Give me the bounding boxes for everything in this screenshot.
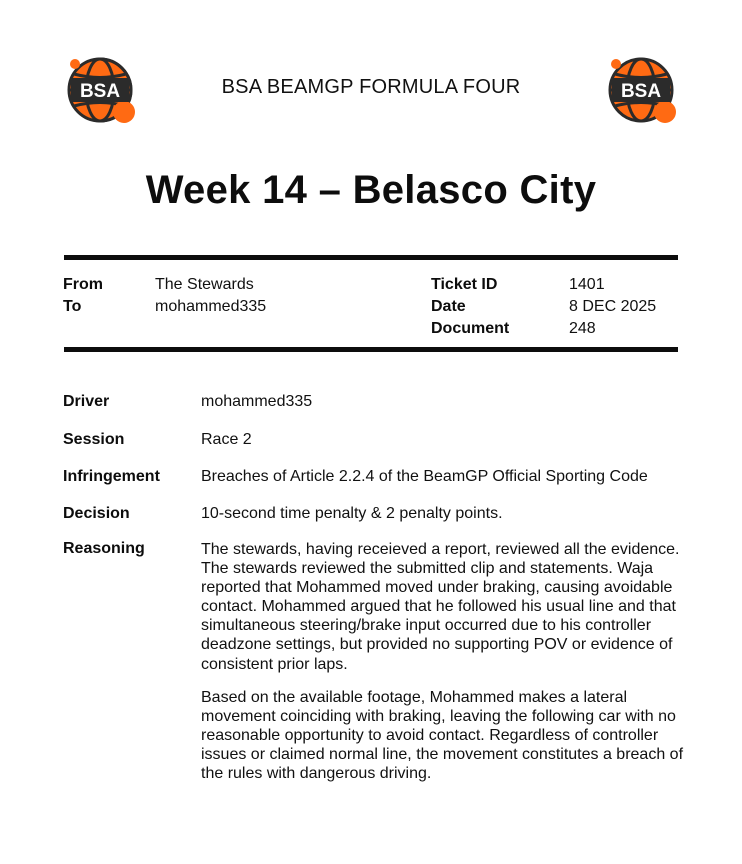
to-value: mohammed335 — [155, 298, 267, 315]
to-label: To — [63, 298, 82, 315]
session-value: Race 2 — [201, 431, 252, 448]
date-label: Date — [431, 298, 466, 315]
divider-bottom — [64, 347, 678, 352]
infringement-label: Infringement — [63, 468, 160, 485]
divider-top — [64, 255, 678, 260]
from-value: The Stewards — [155, 276, 254, 293]
bsa-globe-icon — [603, 54, 679, 126]
decision-label: Decision — [63, 505, 130, 522]
meta-values-left — [155, 274, 266, 318]
meta-values-right — [569, 274, 656, 340]
meta-labels-right — [431, 274, 509, 340]
svg-text:BSA: BSA — [620, 81, 662, 102]
from-label: From — [63, 276, 103, 293]
event-title: Week 14 – Belasco City — [145, 168, 597, 212]
reasoning-paragraph-2: Based on the available footage, Mohammed makes a lateral movement coinciding with braking, leaving the following car with no reasonable opportunity to avoid contact. Regardless of controller issues or claimed normal line, the movement constitutes a breach of the rules with dangerous driving. — [201, 689, 684, 783]
document-value: 248 — [569, 320, 596, 337]
reasoning-label: Reasoning — [63, 540, 145, 557]
ticket-id-label: Ticket ID — [431, 276, 498, 293]
driver-value: mohammed335 — [201, 393, 313, 410]
ticket-id-value: 1401 — [569, 276, 605, 293]
meta-labels-left — [63, 274, 103, 318]
infringement-value: Breaches of Article 2.2.4 of the BeamGP Official Sporting Code — [201, 468, 648, 485]
driver-label: Driver — [63, 393, 110, 410]
date-value: 8 DEC 2025 — [569, 298, 657, 315]
bsa-logo-right — [603, 54, 679, 126]
series-title: BSA BEAMGP FORMULA FOUR — [221, 76, 521, 98]
decision-value: 10-second time penalty & 2 penalty points. — [201, 505, 503, 522]
session-label: Session — [63, 431, 125, 448]
document-label: Document — [431, 320, 510, 337]
reasoning-paragraph-1: The stewards, having receieved a report, reviewed all the evidence. The stewards reviewed the submitted clip and statements. Waja reported that Mohammed moved under braking, causing avoidable contact. Mohammed argued that he followed his usual line and that simultaneous steering/brake input occurred due to his controller deadzone settings, but provided no supporting POV or evidence of consistent prior laps. — [201, 541, 680, 673]
svg-text:BSA: BSA — [79, 81, 121, 102]
